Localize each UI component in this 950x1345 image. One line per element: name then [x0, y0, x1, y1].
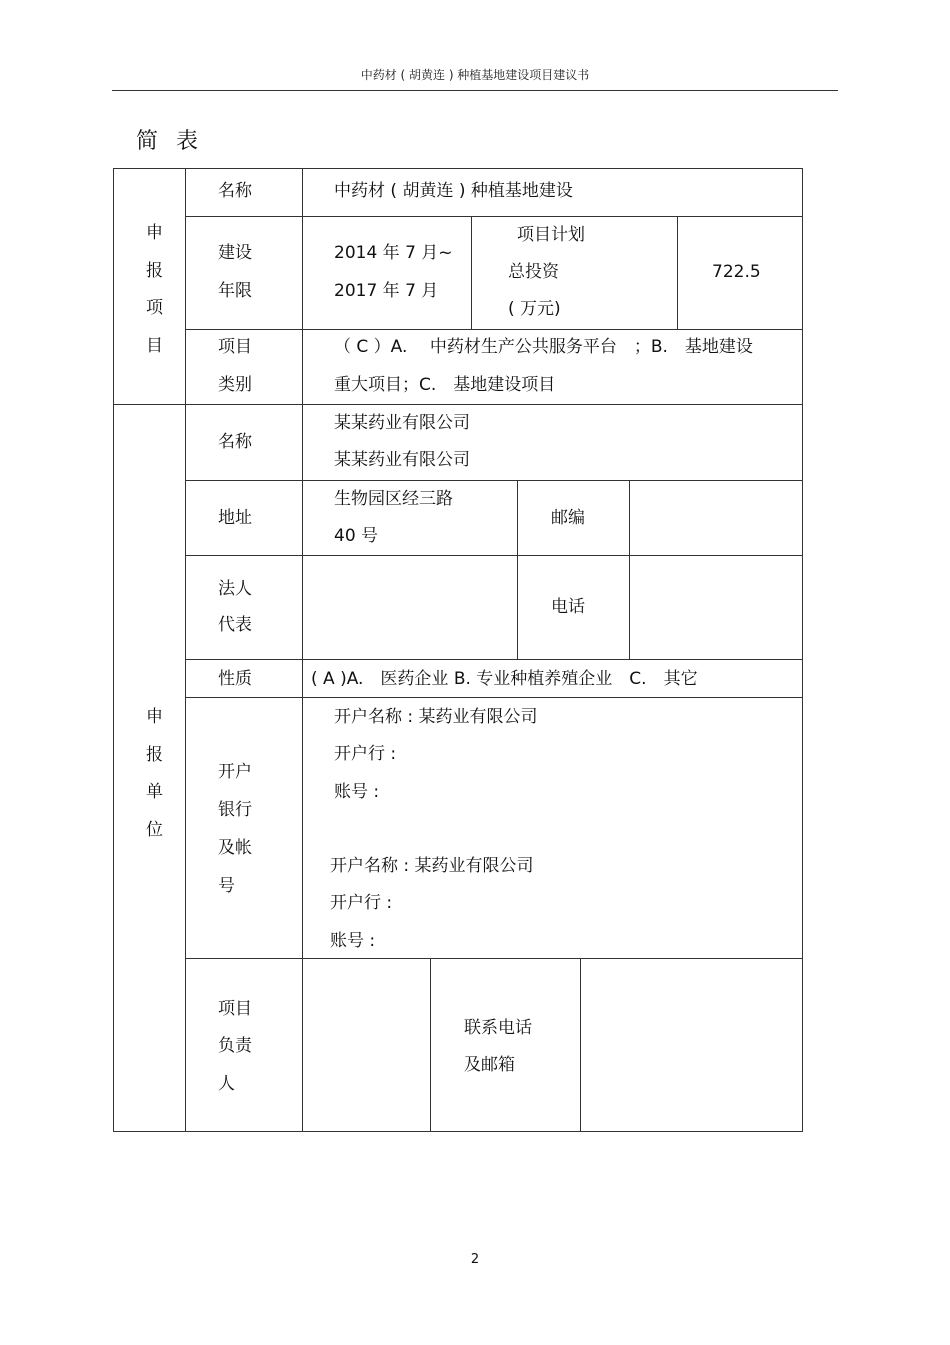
nature-label: 性质 — [218, 669, 252, 689]
group-char: 申 — [146, 223, 163, 243]
row-rule — [185, 555, 803, 556]
invest-label: 总投资 — [508, 262, 559, 282]
project-name-label: 名称 — [218, 181, 252, 201]
contact-label: 及邮箱 — [464, 1055, 515, 1075]
label-column-rule — [302, 168, 303, 1132]
cell-rule — [580, 958, 581, 1132]
period-value: 2017 年 7 月 — [334, 281, 439, 301]
category-label: 类别 — [218, 375, 252, 395]
invest-label: ( 万元) — [508, 299, 561, 319]
cell-rule — [517, 480, 518, 659]
row-rule — [185, 216, 803, 217]
address-value: 生物园区经三路 — [334, 489, 453, 509]
bank-label-line: 开户 — [218, 762, 252, 782]
bank1-account-name: 开户名称 : 某药业有限公司 — [334, 707, 538, 727]
bank-label-line: 号 — [218, 876, 235, 896]
row-rule — [185, 659, 803, 660]
bank1-bank: 开户行 : — [334, 744, 397, 764]
unit-name-value: 某某药业有限公司 — [334, 413, 470, 433]
group-char: 报 — [146, 745, 163, 765]
category-label: 项目 — [218, 337, 252, 357]
cell-rule — [430, 958, 431, 1132]
period-value: 2014 年 7 月~ — [334, 243, 453, 263]
row-rule — [185, 958, 803, 959]
invest-value: 722.5 — [712, 262, 761, 282]
row-rule — [185, 697, 803, 698]
group-rule — [113, 404, 803, 405]
legal-rep-label: 法人 — [218, 579, 252, 599]
bank2-account-number: 账号 : — [330, 931, 376, 951]
address-label: 地址 — [218, 508, 252, 528]
bank1-account-number: 账号 : — [334, 782, 380, 802]
row-rule — [185, 480, 803, 481]
period-label: 年限 — [218, 281, 252, 301]
group-char: 单 — [146, 782, 163, 802]
address-value: 40 号 — [334, 526, 379, 546]
project-name-value: 中药材 ( 胡黄连 ) 种植基地建设 — [334, 181, 573, 201]
bank2-bank: 开户行 : — [330, 893, 393, 913]
bank-label-line: 银行 — [218, 800, 252, 820]
category-value: 重大项目；C. 基地建设项目 — [334, 375, 556, 395]
bank2-account-name: 开户名称 : 某药业有限公司 — [330, 856, 534, 876]
leader-label-line: 负责 — [218, 1036, 252, 1056]
period-label: 建设 — [218, 243, 252, 263]
group-char: 项 — [146, 298, 163, 318]
row-rule — [185, 329, 803, 330]
postcode-label: 邮编 — [551, 508, 585, 528]
section-title: 简表 — [136, 129, 217, 154]
cell-rule — [629, 480, 630, 659]
group-char: 目 — [146, 336, 163, 356]
table-border — [113, 168, 803, 1132]
invest-label: 项目计划 — [517, 225, 585, 245]
phone-label: 电话 — [551, 597, 585, 617]
group-char: 位 — [146, 820, 163, 840]
header-rule — [112, 90, 838, 91]
page-header: 中药材 ( 胡黄连 ) 种植基地建设项目建议书 — [360, 68, 590, 82]
cell-rule — [677, 216, 678, 329]
category-value: （ C ）A. 中药材生产公共服务平台 ；B. 基地建设 — [334, 337, 753, 357]
group-column-rule — [185, 168, 186, 1132]
nature-value: ( A )A. 医药企业 B. 专业种植养殖企业 C. 其它 — [311, 669, 698, 689]
leader-label-line: 项目 — [218, 999, 252, 1019]
group-char: 申 — [146, 707, 163, 727]
leader-label-line: 人 — [218, 1074, 235, 1094]
unit-name-value: 某某药业有限公司 — [334, 450, 470, 470]
legal-rep-label: 代表 — [218, 615, 252, 635]
unit-name-label: 名称 — [218, 432, 252, 452]
bank-label-line: 及帐 — [218, 838, 252, 858]
page-number: 2 — [470, 1252, 480, 1267]
cell-rule — [471, 216, 472, 329]
group-char: 报 — [146, 261, 163, 281]
contact-label: 联系电话 — [464, 1018, 532, 1038]
